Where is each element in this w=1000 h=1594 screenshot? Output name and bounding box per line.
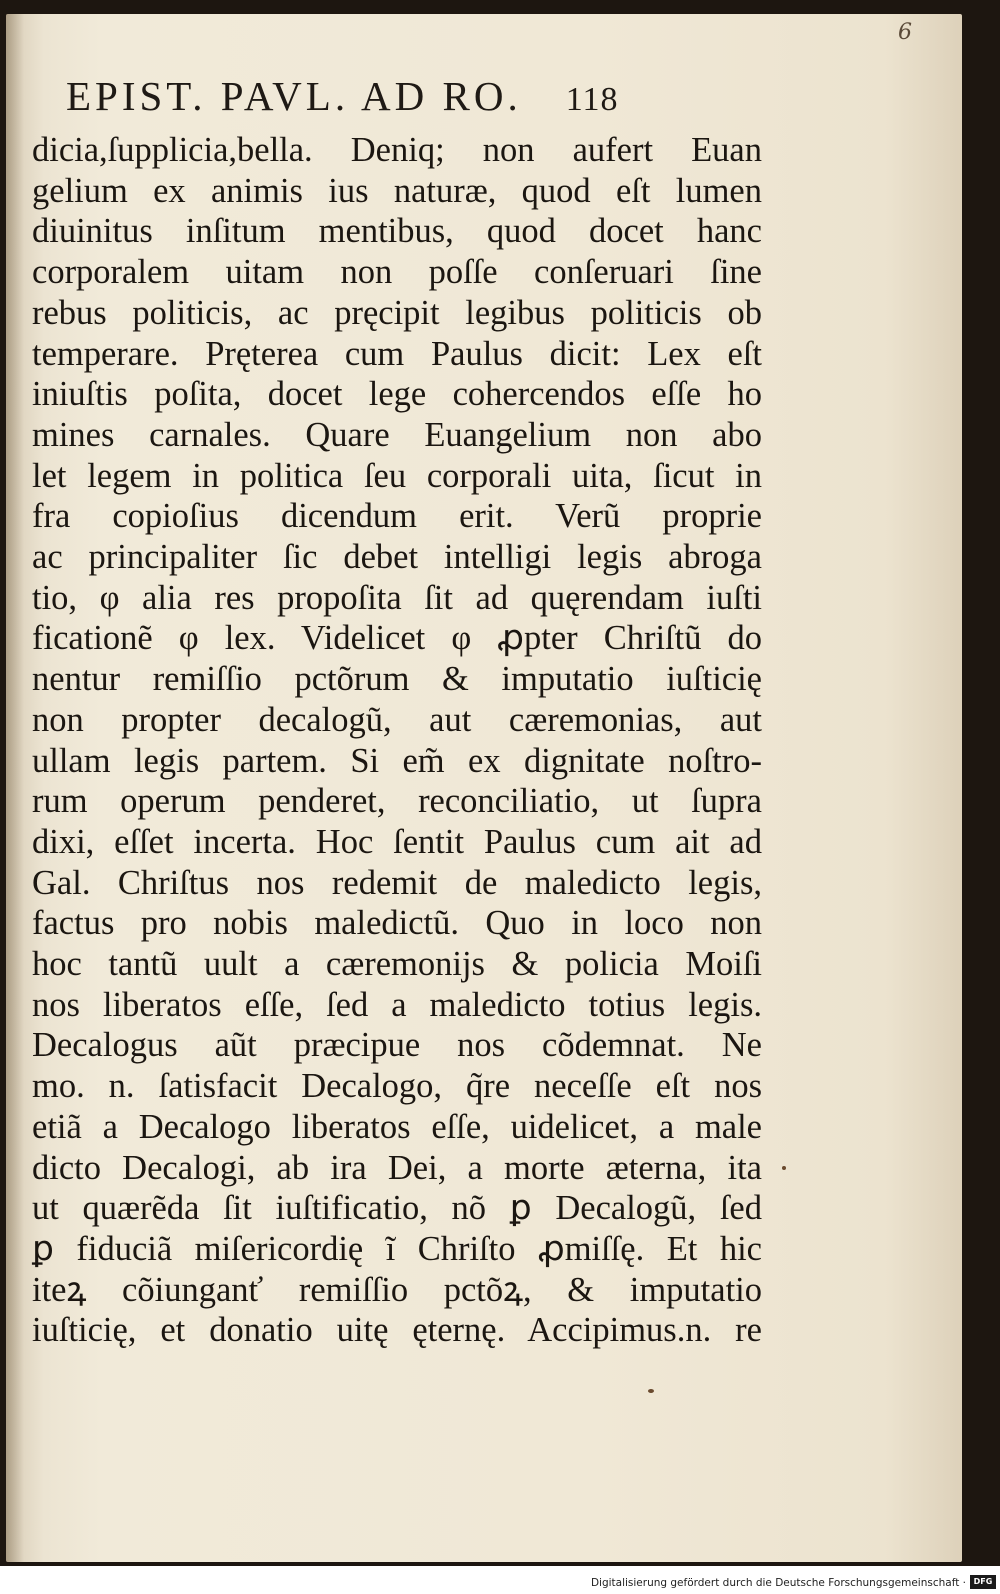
text-line: iteꝝ cõiunganť remiſſio pctõꝝ, & imputatio bbox=[32, 1270, 762, 1309]
text-line: ut quærẽda ſit iuſtificatio, nõ ꝑ Decalogũ, ſed bbox=[32, 1189, 762, 1228]
gutter-shadow bbox=[6, 14, 24, 1562]
text-line: etiã a Decalogo liberatos eſſe, uidelicet, a male bbox=[32, 1107, 762, 1146]
text-line: nentur remiſſio pctõrum & imputatio iuſticię bbox=[32, 660, 762, 699]
corner-pencil-mark: 6 bbox=[898, 20, 912, 45]
text-line: iniuſtis poſita, docet lege cohercendos eſſe ho bbox=[32, 375, 762, 414]
text-line: factus pro nobis maledictũ. Quo in loco non bbox=[32, 904, 762, 943]
ink-speck bbox=[782, 1166, 786, 1170]
text-line: mines carnales. Quare Euangelium non abo bbox=[32, 415, 762, 454]
text-line: Gal. Chriſtus nos redemit de maledicto legis, bbox=[32, 863, 762, 902]
ink-speck bbox=[648, 1389, 654, 1393]
text-line: ꝑ fiduciã miſericordię ĩ Chriſto ꝓmiſſę. Et hic bbox=[32, 1229, 762, 1268]
text-line: hoc tantũ uult a cæremonijs & policia Moiſi bbox=[32, 945, 762, 984]
running-title: EPIST. PAVL. AD RO. bbox=[66, 73, 522, 119]
text-line: corporalem uitam non poſſe conſeruari ſine bbox=[32, 253, 762, 292]
text-line: iuſticię, et donatio uitę ęternę. Accipimus.n. re bbox=[32, 1311, 762, 1350]
text-line: Decalogus aũt præcipue nos cõdemnat. Ne bbox=[32, 1026, 762, 1065]
text-line: gelium ex animis ius naturæ, quod eſt lumen bbox=[32, 171, 762, 210]
text-line: nos liberatos eſſe, ſed a maledicto totius legis. bbox=[32, 985, 762, 1024]
dfg-logo: DFG bbox=[970, 1575, 996, 1589]
text-line: dicia,ſupplicia,bella. Deniq; non aufert Euan bbox=[32, 131, 762, 169]
text-line: rum operum penderet, reconciliatio, ut ſupra bbox=[32, 782, 762, 821]
text-line: dicto Decalogi, ab ira Dei, a morte æterna, ita bbox=[32, 1148, 762, 1187]
body-text bbox=[32, 130, 762, 1351]
text-line: ficationẽ φ lex. Videlicet φ ꝓpter Chriſtũ do bbox=[32, 619, 762, 658]
running-head bbox=[66, 72, 746, 120]
funding-credit: Digitalisierung gefördert durch die Deutsche Forschungsgemeinschaft · bbox=[590, 1577, 966, 1589]
text-line: fra copioſius dicendum erit. Verũ proprie bbox=[32, 497, 762, 536]
text-line: rebus politicis, ac pręcipit legibus politicis ob bbox=[32, 293, 762, 332]
text-line: diuinitus inſitum mentibus, quod docet hanc bbox=[32, 212, 762, 251]
text-line: dixi, eſſet incerta. Hoc ſentit Paulus cum ait ad bbox=[32, 822, 762, 861]
text-line: mo. n. ſatisfacit Decalogo, q̃re neceſſe eſt nos bbox=[32, 1067, 762, 1106]
text-line: non propter decalogũ, aut cæremonias, aut bbox=[32, 700, 762, 739]
text-line: temperare. Pręterea cum Paulus dicit: Lex eſt bbox=[32, 334, 762, 373]
text-line: tio, φ alia res propoſita ſit ad quęrendam iuſti bbox=[32, 578, 762, 617]
folio-number: 118 bbox=[565, 81, 619, 118]
text-line: let legem in politica ſeu corporali uita, ſicut in bbox=[32, 456, 762, 495]
text-line: ullam legis partem. Si em̃ ex dignitate noſtro- bbox=[32, 741, 762, 780]
text-line: ac principaliter ſic debet intelligi legis abroga bbox=[32, 538, 762, 577]
